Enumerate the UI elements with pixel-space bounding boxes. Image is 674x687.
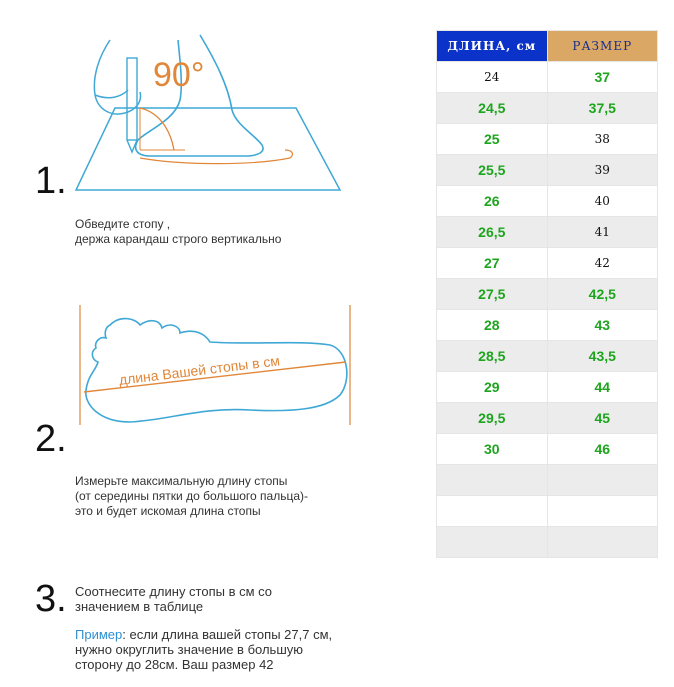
table-row: [437, 434, 658, 465]
table-row: [437, 248, 658, 279]
size-cell: [547, 527, 657, 558]
length-cell: 25: [437, 124, 548, 155]
step-3-number: 3.: [35, 578, 67, 620]
example-line: нужно округлить значение в большую: [75, 642, 304, 657]
length-cell: 24,5: [437, 93, 548, 124]
size-cell: 44: [547, 372, 657, 403]
header-size: РАЗМЕР: [547, 31, 657, 62]
table-row: [437, 155, 658, 186]
step-1-line: держа карандаш строго вертикально: [75, 232, 282, 246]
step-2-line: Измерьте максимальную длину стопы: [75, 474, 288, 488]
length-cell: 27,5: [437, 279, 548, 310]
step-2-line: (от середины пятки до большого пальца)-: [75, 489, 308, 503]
step-1-number: 1.: [35, 160, 67, 202]
size-cell: 43,5: [547, 341, 657, 372]
table-row: [437, 496, 658, 527]
length-cell: [437, 465, 548, 496]
size-cell: 45: [547, 403, 657, 434]
length-cell: 28: [437, 310, 548, 341]
size-cell: 42: [547, 248, 657, 279]
angle-label: 90°: [153, 56, 205, 94]
size-cell: 37,5: [547, 93, 657, 124]
example-line: сторону до 28см. Ваш размер 42: [75, 657, 274, 672]
length-cell: 28,5: [437, 341, 548, 372]
table-row: [437, 279, 658, 310]
step-2-line: это и будет искомая длина стопы: [75, 504, 261, 518]
step-2-instructions: [75, 474, 308, 519]
length-cell: [437, 496, 548, 527]
table-row: [437, 124, 658, 155]
foot-length-illustration: [0, 0, 430, 450]
length-cell: 25,5: [437, 155, 548, 186]
size-table: [436, 30, 658, 558]
step-3-line: значением в таблице: [75, 599, 204, 614]
size-cell: 37: [547, 62, 657, 93]
size-cell: 40: [547, 186, 657, 217]
table-row: [437, 217, 658, 248]
foot-length-label: длина Вашей стопы в см: [118, 352, 281, 388]
length-cell: 29,5: [437, 403, 548, 434]
size-cell: 38: [547, 124, 657, 155]
length-cell: [437, 527, 548, 558]
step-3-line: Соотнесите длину стопы в см со: [75, 584, 273, 599]
step-1-line: Обведите стопу ,: [75, 217, 171, 231]
size-table-body: [437, 62, 658, 558]
size-cell: [547, 465, 657, 496]
example-text: [75, 627, 332, 672]
length-cell: 26,5: [437, 217, 548, 248]
table-row: [437, 372, 658, 403]
step-3-instructions: [75, 584, 272, 614]
example-label: Пример: [75, 627, 123, 642]
length-cell: 24: [437, 62, 548, 93]
step-2-number: 2.: [35, 418, 67, 460]
table-row: [437, 403, 658, 434]
table-row: [437, 465, 658, 496]
table-row: [437, 62, 658, 93]
size-cell: [547, 496, 657, 527]
table-row: [437, 186, 658, 217]
table-row: [437, 527, 658, 558]
length-cell: 26: [437, 186, 548, 217]
header-length: ДЛИНА, см: [437, 31, 548, 62]
length-cell: 29: [437, 372, 548, 403]
size-cell: 42,5: [547, 279, 657, 310]
example-first-line: [75, 627, 332, 642]
table-row: [437, 93, 658, 124]
length-cell: 30: [437, 434, 548, 465]
example-rest: : если длина вашей стопы 27,7 см,: [122, 627, 333, 642]
size-cell: 43: [547, 310, 657, 341]
table-row: [437, 341, 658, 372]
size-cell: 41: [547, 217, 657, 248]
length-cell: 27: [437, 248, 548, 279]
size-cell: 46: [547, 434, 657, 465]
size-cell: 39: [547, 155, 657, 186]
table-header-row: [437, 31, 658, 62]
table-row: [437, 310, 658, 341]
